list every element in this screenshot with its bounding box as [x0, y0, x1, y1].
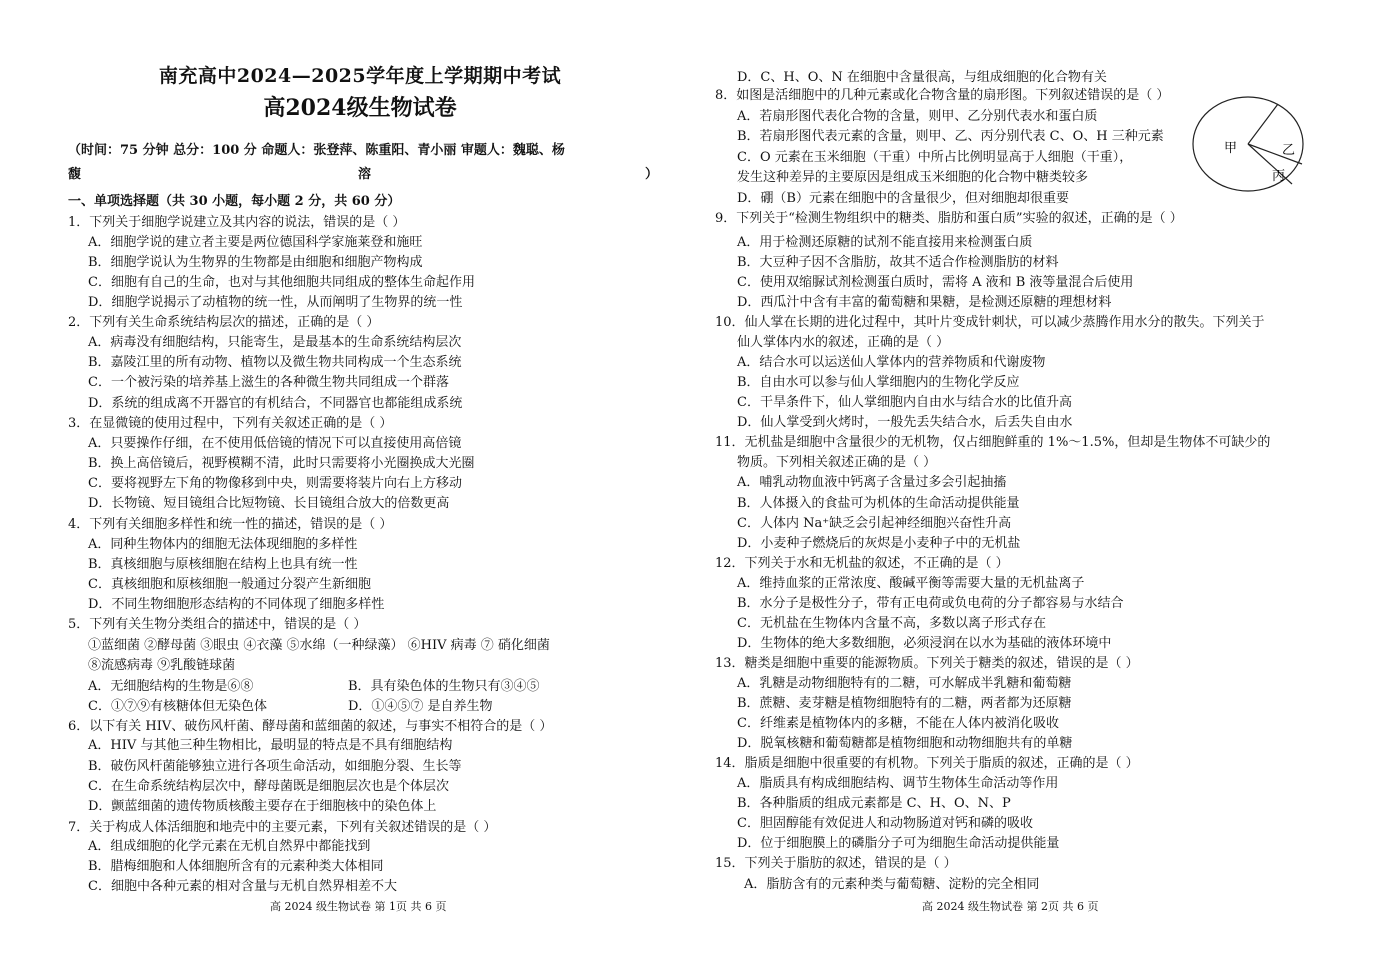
exam-meta-line1: （时间：75 分钟 总分：100 分 命题人：张登萍、陈重阳、青小丽 审题人：魏聪、杨: [68, 143, 565, 158]
text-line: 12．下列关于水和无机盐的叙述，不正确的是（ ）: [715, 556, 1009, 571]
text-line: B．嘉陵江里的所有动物、植物以及微生物共同构成一个生态系统: [88, 355, 462, 370]
exam-title: 南充高中2024—2025学年度上学期期中考试: [158, 65, 562, 87]
pie-label-bing: 丙: [1272, 169, 1286, 184]
text-line: C．纤维素是植物体内的多糖，不能在人体内被消化吸收: [737, 716, 1059, 731]
text-line: D．硼（B）元素在细胞中的含量很少，但对细胞却很重要: [737, 191, 1069, 206]
text-line: D．细胞学说揭示了动植物的统一性，从而阐明了生物界的统一性: [88, 295, 463, 310]
text-line: B．蔗糖、麦芽糖是植物细胞特有的二糖，两者都为还原糖: [737, 696, 1072, 711]
exam-meta-line2-left: 馥: [68, 167, 82, 182]
pie-chart-svg: [1190, 96, 1310, 194]
text-line: 4．下列有关细胞多样性和统一性的描述，错误的是（ ）: [68, 517, 393, 532]
text-line: C．人体内 Na⁺缺乏会引起神经细胞兴奋性升高: [737, 516, 1012, 531]
text-line: C．O 元素在玉米细胞（干重）中所占比例明显高于人细胞（干重），: [737, 150, 1133, 165]
text-line: A．无细胞结构的生物是⑥⑧: [88, 679, 254, 694]
text-line: C．干旱条件下，仙人掌细胞内自由水与结合水的比值升高: [737, 395, 1072, 410]
text-line: 8．如图是活细胞中的几种元素或化合物含量的扇形图。下列叙述错误的是（ ）: [715, 88, 1170, 103]
text-line: A．维持血浆的正常浓度、酸碱平衡等需要大量的无机盐离子: [737, 576, 1085, 591]
pie-label-jia: 甲: [1224, 141, 1238, 156]
text-line: 11．无机盐是细胞中含量很少的无机物，仅占细胞鲜重的 1%～1.5%，但却是生物体不可缺少的: [715, 435, 1271, 450]
text-line: 13．糖类是细胞中重要的能源物质。下列关于糖类的叙述，错误的是（ ）: [715, 656, 1139, 671]
text-line: D．生物体的绝大多数细胞，必须浸润在以水为基础的液体环境中: [737, 636, 1112, 651]
exam-meta-line2-mid: 溶: [358, 167, 372, 182]
text-line: B．破伤风杆菌能够独立进行各项生命活动，如细胞分裂、生长等: [88, 759, 462, 774]
text-line: 仙人掌体内水的叙述，正确的是（ ）: [737, 335, 950, 350]
text-line: 2．下列有关生命系统结构层次的描述，正确的是（ ）: [68, 315, 380, 330]
text-line: A．若扇形图代表化合物的含量，则甲、乙分别代表水和蛋白质: [737, 109, 1098, 124]
text-line: A．脂肪含有的元素种类与葡萄糖、淀粉的完全相同: [744, 877, 1040, 892]
text-line: 6．以下有关 HIV、破伤风杆菌、酵母菌和蓝细菌的叙述，与事实不相符合的是（ ）: [68, 719, 553, 734]
text-line: C．真核细胞和原核细胞一般通过分裂产生新细胞: [88, 577, 371, 592]
exam-meta-line2-right: ）: [645, 167, 659, 182]
text-line: A．HIV 与其他三种生物相比，最明显的特点是不具有细胞结构: [88, 738, 453, 753]
text-line: 3．在显微镜的使用过程中，下列有关叙述正确的是（ ）: [68, 416, 393, 431]
text-line: B．若扇形图代表元素的含量，则甲、乙、丙分别代表 C、O、H 三种元素: [737, 129, 1164, 144]
text-line: C．无机盐在生物体内含量不高，多数以离子形式存在: [737, 616, 1046, 631]
text-line: D．C、H、O、N 在细胞中含量很高，与组成细胞的化合物有关: [737, 70, 1107, 85]
exam-subtitle: 高2024级生物试卷: [263, 95, 457, 121]
text-line: C．①⑦⑨有核糖体但无染色体: [88, 699, 267, 714]
text-line: B．水分子是极性分子，带有正电荷或负电荷的分子都容易与水结合: [737, 596, 1124, 611]
text-line: A．组成细胞的化学元素在无机自然界中都能找到: [88, 839, 371, 854]
text-line: D．西瓜汁中含有丰富的葡萄糖和果糖，是检测还原糖的理想材料: [737, 295, 1112, 310]
text-line: D．长物镜、短目镜组合比短物镜、长目镜组合放大的倍数更高: [88, 496, 450, 511]
text-line: C．胆固醇能有效促进人和动物肠道对钙和磷的吸收: [737, 816, 1033, 831]
text-line: A．脂质具有构成细胞结构、调节生物体生命活动等作用: [737, 776, 1059, 791]
text-line: 14．脂质是细胞中很重要的有机物。下列关于脂质的叙述，正确的是（ ）: [715, 756, 1139, 771]
text-line: D．脱氧核糖和葡萄糖都是植物细胞和动物细胞共有的单糖: [737, 736, 1073, 751]
pie-chart-figure: [1190, 96, 1310, 194]
text-line: B．自由水可以参与仙人掌细胞内的生物化学反应: [737, 375, 1020, 390]
text-line: D．颤蓝细菌的遗传物质核酸主要存在于细胞核中的染色体上: [88, 799, 437, 814]
text-line: D．系统的组成离不开器官的有机结合，不同器官也都能组成系统: [88, 396, 463, 411]
text-line: D．不同生物细胞形态结构的不同体现了细胞多样性: [88, 597, 385, 612]
text-line: B．具有染色体的生物只有③④⑤: [348, 679, 540, 694]
text-line: D．小麦种子燃烧后的灰烬是小麦种子中的无机盐: [737, 536, 1021, 551]
text-line: A．哺乳动物血液中钙离子含量过多会引起抽搐: [737, 475, 1007, 490]
text-line: D．仙人掌受到火烤时，一般先丢失结合水，后丢失自由水: [737, 415, 1073, 430]
text-line: 10．仙人掌在长期的进化过程中，其叶片变成针刺状，可以减少蒸腾作用水分的散失。下列关于: [715, 315, 1265, 330]
text-line: ⑧流感病毒 ⑨乳酸链球菌: [88, 658, 236, 673]
text-line: A．乳糖是动物细胞特有的二糖，可水解成半乳糖和葡萄糖: [737, 676, 1072, 691]
text-line: 1．下列关于细胞学说建立及其内容的说法，错误的是（ ）: [68, 215, 406, 230]
text-line: B．细胞学说认为生物界的生物都是由细胞和细胞产物构成: [88, 255, 423, 270]
text-line: A．用于检测还原糖的试剂不能直接用来检测蛋白质: [737, 235, 1033, 250]
text-line: 5．下列有关生物分类组合的描述中，错误的是（ ）: [68, 617, 367, 632]
section-heading: 一、单项选择题（共 30 小题，每小题 2 分，共 60 分）: [68, 194, 401, 209]
text-line: D．①④⑤⑦ 是自养生物: [348, 699, 493, 714]
text-line: C．要将视野左下角的物像移到中央，则需要将装片向右上方移动: [88, 476, 462, 491]
text-line: B．腊梅细胞和人体细胞所含有的元素种类大体相同: [88, 859, 384, 874]
text-line: ①蓝细菌 ②酵母菌 ③眼虫 ④衣藻 ⑤水绵（一种绿藻） ⑥HIV 病毒 ⑦ 硝化细菌: [88, 638, 550, 653]
text-line: D．位于细胞膜上的磷脂分子可为细胞生命活动提供能量: [737, 836, 1060, 851]
text-line: A．同种生物体内的细胞无法体现细胞的多样性: [88, 537, 358, 552]
text-line: A．只要操作仔细，在不使用低倍镜的情况下可以直接使用高倍镜: [88, 436, 462, 451]
text-line: C．细胞有自己的生命，也对与其他细胞共同组成的整体生命起作用: [88, 275, 475, 290]
text-line: A．结合水可以运送仙人掌体内的营养物质和代谢废物: [737, 355, 1046, 370]
text-line: 15．下列关于脂肪的叙述，错误的是（ ）: [715, 856, 957, 871]
text-line: A．病毒没有细胞结构，只能寄生，是最基本的生命系统结构层次: [88, 335, 462, 350]
text-line: 物质。下列相关叙述正确的是（ ）: [737, 455, 937, 470]
text-line: B．人体摄入的食盐可为机体的生命活动提供能量: [737, 496, 1020, 511]
text-line: 9．下列关于“检测生物组织中的糖类、脂肪和蛋白质”实验的叙述，正确的是（ ）: [715, 211, 1183, 226]
text-line: 发生这种差异的主要原因是组成玉米细胞的化合物中糖类较多: [737, 170, 1089, 185]
footer-left: 高 2024 级生物试卷 第 1页 共 6 页: [270, 900, 447, 913]
text-line: 7．关于构成人体活细胞和地壳中的主要元素，下列有关叙述错误的是（ ）: [68, 820, 497, 835]
pie-label-yi: 乙: [1282, 143, 1296, 158]
text-line: B．换上高倍镜后，视野模糊不清，此时只需要将小光圈换成大光圈: [88, 456, 475, 471]
pie-divider-1: [1248, 104, 1278, 144]
text-line: C．在生命系统结构层次中，酵母菌既是细胞层次也是个体层次: [88, 779, 449, 794]
text-line: C．一个被污染的培养基上滋生的各种微生物共同组成一个群落: [88, 375, 449, 390]
footer-right: 高 2024 级生物试卷 第 2页 共 6 页: [922, 900, 1099, 913]
text-line: B．大豆种子因不含脂肪，故其不适合作检测脂肪的材料: [737, 255, 1059, 270]
text-line: B．真核细胞与原核细胞在结构上也具有统一性: [88, 557, 358, 572]
text-line: C．细胞中各种元素的相对含量与无机自然界相差不大: [88, 879, 397, 894]
text-line: A．细胞学说的建立者主要是两位德国科学家施莱登和施旺: [88, 235, 423, 250]
text-line: C．使用双缩脲试剂检测蛋白质时，需将 A 液和 B 液等量混合后使用: [737, 275, 1134, 290]
text-line: B．各种脂质的组成元素都是 C、H、O、N、P: [737, 796, 1011, 811]
